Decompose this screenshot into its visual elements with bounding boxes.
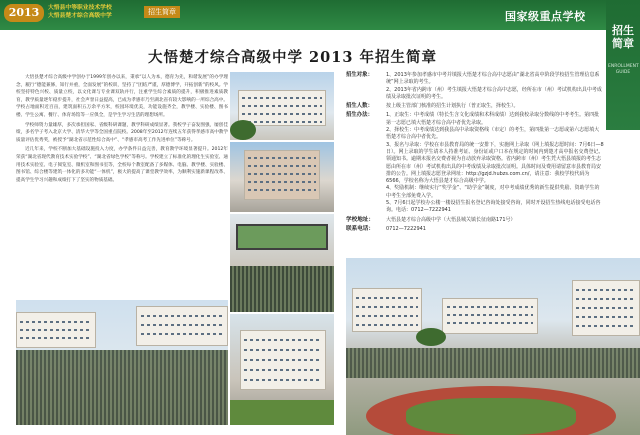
method-item: 1、正取生：中考成绩（特长生含文化成绩和术科成绩）达到我校录取分数线的中考考生。第四批第一志愿已填大悟楚才综合高中者优先录取。 xyxy=(386,112,600,126)
photo-desks xyxy=(230,266,334,312)
info-row-admission xyxy=(346,72,604,101)
info-row-method xyxy=(346,112,604,214)
photo-building xyxy=(572,280,640,336)
photo-classroom xyxy=(230,214,334,312)
school-name-line-1: 大悟县中等职业技术学校 xyxy=(48,5,112,11)
photo-building xyxy=(136,306,228,346)
year-badge: 2013 xyxy=(4,4,44,22)
quota-label: 招生人数： xyxy=(346,103,373,110)
header-band xyxy=(0,0,640,30)
info-row-address xyxy=(346,217,604,224)
page-title: 大悟楚才综合高级中学 2013 年招生简章 xyxy=(148,49,437,66)
method-item: 5、7月6日起学校办公楼一楼设招生报名登记咨询处接受咨询，同时开设招生热线电话接受电话咨询。电话：0712—7222941 xyxy=(386,200,601,214)
admission-item: 1、2013年参加孝感市中考并填报大悟楚才综合高中志愿由“湖北省高中阶段学校招生管理信息系统”网上录取的考生。 xyxy=(386,72,600,86)
photo-dormitory xyxy=(230,142,334,212)
photo-tree xyxy=(230,120,256,140)
quota-text: 按上级主管部门核准的招生计划执行（普正取生，择校生）。 xyxy=(386,103,519,110)
method-label: 招生办法： xyxy=(346,112,373,119)
address-label: 学校地址： xyxy=(346,216,374,223)
method-item: 4、奖励机制：继续实行“奖学金”、“助学金”制度，对中考成绩优秀的新生提供奖励、资助学生的中考生全部免费入学。 xyxy=(386,185,600,199)
side-tab xyxy=(606,0,640,130)
admission-label: 招生对象： xyxy=(346,72,373,78)
enrollment-info xyxy=(346,72,604,235)
intro-text xyxy=(16,74,228,184)
intro-paragraph: 近几年来，学校不断加大基础设施投入力度，办学条件日益完善，教育教学环境显著提升。2012年荣获“湖北省现代教育技术实验学校”、“湖北省绿色学校”等称号。学校建立了标准化的理化生实验室、通用技术实验室、电子阅览室、微机室和图书室等，全校每个教室配备了多媒体、电脑。教学楼、实验楼、图书馆、综合楼等建筑一体化的多功能“一体机”，极大的提高了课堂教学效率，为顺利实施新课程改革、提高学生学习兴趣和成绩打下了坚实的物质基础。 xyxy=(16,147,228,183)
photo-crowd xyxy=(346,348,640,378)
phone-label: 联系电话： xyxy=(346,225,374,232)
side-tab-title: 招生简章 xyxy=(612,24,634,50)
address-text: 大悟县楚才综合高级中学（大悟县城关镇长征南路171号） xyxy=(386,216,516,223)
method-item: 3、报名与录取：学校在市县教育局的统一安排下，实施网上录取（网上填报志愿时间：7月6日—8日）。网上录取的学生请本人持准考证、身份证或户口本在规定的时间内到楚才高中报名交费登记、领通知书。逾期未报名交费者视为自动放弃录取资格。省内跨市（州）考生凭大悟县填报的考生志愿由所在市（州）考试机构出具的中考成绩及录取批次证明。具体时间及费用请留意市县教育局安排的公告。网上填报志愿登录网址：http://gzjd.hubzs.com.cn/，请注意：我校学校代码为6566，学校名称为大悟县楚才综合高级中学。 xyxy=(386,141,604,185)
photo-students-parade xyxy=(16,300,228,425)
photo-building xyxy=(16,312,96,348)
school-name-line-2: 大悟县楚才综合高级中学 xyxy=(48,13,112,19)
key-school-label: 国家级重点学校 xyxy=(505,10,586,23)
photo-student-rows xyxy=(16,350,228,425)
photo-field xyxy=(406,398,576,435)
info-row-phone xyxy=(346,226,604,233)
phone-text: 0712—7222941 xyxy=(386,225,426,232)
photo-sports-field xyxy=(346,258,640,435)
photo-building xyxy=(244,150,320,200)
side-tab-english: ENROLLMENT GUIDE xyxy=(608,64,639,75)
intro-paragraph: 学校师资力量雄厚，多次承担国家、省级科研课题，教学科研成绩显著。我校学子奋发图强，屡创佳绩，多名学子考入北京大学、清华大学等全国重点院校。2008年至2012年连续五年获得孝感市高中教学质量评估优秀奖，被授予“湖北省示范性综合高中”、“孝感市高考工作先进单位”等称号。 xyxy=(16,122,228,143)
school-names xyxy=(48,4,140,20)
intro-paragraph: 大悟县楚才综合高级中学创办于1999年创办以来，秉承“以人为本，德育为先，和谐发展”的办学理念，履行“德能兼修，知行并重，全面发展”的校训，坚持了“团结严谨，厚德博学，开拓创新”的校风。学校坚持特色兴校、质量立校，以文化课与专业课双轨并行，注重学生综合素质的提升，积极推进素质教育，教学质量逐年稳步提升，社会声誉日益提高，已成为孝感市乃至湖北省有较大影响的一所综合高中。学校占地面积近百亩，建筑面积五万余平方米，校园环境优美，功能设施齐全，教学楼、实验楼、图书楼、学生公寓、餐厅、体育场馆等一应俱全，是学生学习生活的理想场所。 xyxy=(16,75,228,118)
photo-campus-building xyxy=(230,314,334,425)
method-item: 2、择校生：中考成绩达到我县高中录取资格线（市定）的考生，第四批第一志愿或第六志愿填大悟楚才综合高中者优先。 xyxy=(386,127,600,141)
photo-building xyxy=(352,288,422,332)
photo-grass xyxy=(230,400,334,425)
photo-building xyxy=(442,298,538,334)
admission-item: 2、2013年省内跨市（州）考生填报大悟楚才综合高中志愿，经所在市（州）考试机构出具中考成绩及录取批次证明的考生。 xyxy=(386,86,602,100)
info-row-quota xyxy=(346,103,604,110)
photo-building xyxy=(238,90,326,126)
photo-teaching-building xyxy=(230,72,334,140)
guide-tab: 招生简章 xyxy=(144,6,180,18)
photo-building xyxy=(240,330,326,390)
photo-tree xyxy=(416,328,446,346)
photo-blackboard xyxy=(236,224,328,250)
